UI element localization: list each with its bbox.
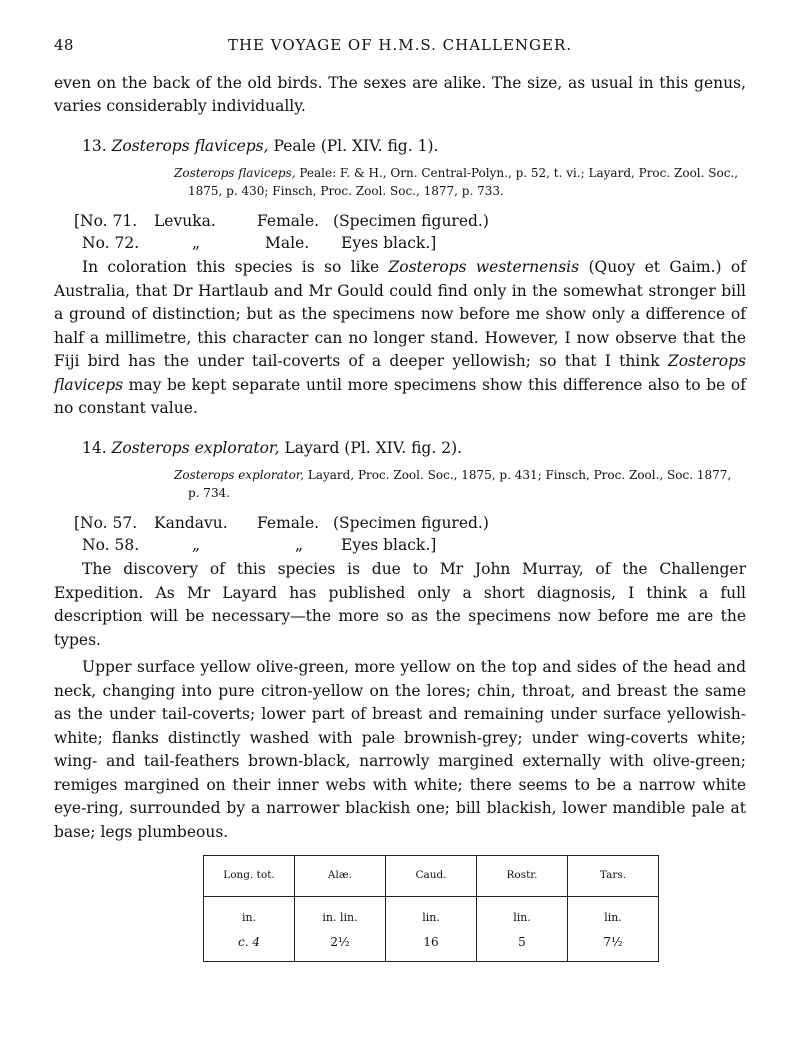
intro-paragraph: even on the back of the old birds. The sexes are alike. The size, as usual in this genus, varies considerably individually. xyxy=(54,73,746,115)
species-name: Zosterops flaviceps, xyxy=(111,136,269,155)
description-14-intro: The discovery of this species is due to Mr John Murray, of the Challenger Expedition. As Mr Layard has published only a short diagnosis, I think a full description will be necessary—the more so as the specimens now before me are the types. xyxy=(54,560,746,649)
col-caud: Caud. xyxy=(386,856,477,897)
col-tars: Tars. xyxy=(568,856,659,897)
species-name: Zosterops explorator, xyxy=(111,438,280,457)
running-header xyxy=(54,34,746,58)
running-title: THE VOYAGE OF H.M.S. CHALLENGER. xyxy=(227,36,573,54)
table-values-row: c. 4 2½ 16 5 7½ xyxy=(204,929,659,962)
synonymy-reference-14: Zosterops explorator, Layard, Proc. Zool. Soc., 1875, p. 431; Finsch, Proc. Zool., Soc. 1877, p. 734. xyxy=(174,468,732,500)
description-13: In coloration this species is so like Zosterops westernensis (Quoy et Gaim.) of Australia, that Dr Hartlaub and Mr Gould could find only in the somewhat stronger bill a ground of distinction; but as the specimens now before me show only a difference of half a millimetre, this character can no longer stand. However, I now observe that the Fiji bird has the under tail-coverts of a deeper yellowish; so that I think Zosterops flaviceps may be kept separate until more specimens show this difference also to be of no constant value. xyxy=(54,258,747,417)
specimen-list-13 xyxy=(54,210,746,254)
species-heading-13: 13. Zosterops flaviceps, Peale (Pl. XIV. fig. 1). xyxy=(82,136,439,155)
synonymy-reference-13: Zosterops flaviceps, Peale: F. & H., Orn. Central-Polyn., p. 52, t. vi.; Layard, Proc. Zool. Soc., 1875, p. 430; Finsch, Proc. Zool. Soc., 1877, p. 733. xyxy=(174,166,739,198)
species-heading-14: 14. Zosterops explorator, Layard (Pl. XIV. fig. 2). xyxy=(82,438,463,457)
col-rostr: Rostr. xyxy=(477,856,568,897)
specimen-row: [No. 57. Kandavu. Female. (Specimen figured.) xyxy=(74,514,489,532)
table-header-row xyxy=(204,856,659,897)
specimen-row: [No. 71. Levuka. Female. (Specimen figured.) xyxy=(74,212,489,230)
col-long-tot: Long. tot. xyxy=(204,856,295,897)
description-14-plumage: Upper surface yellow olive-green, more yellow on the top and sides of the head and neck, changing into pure citron-yellow on the lores; chin, throat, and breast the same as the under tail-coverts; lower part of breast and remaining under surface yellowish-white; flanks distinctly washed with pale brownish-grey; under wing-coverts white; wing- and tail-feathers brown-black, narrowly margined externally with olive-green; remiges margined on their inner webs with white; there seems to be a narrow white eye-ring, surrounded by a narrower blackish one; bill blackish, lower mandible pale at base; legs plumbeous. xyxy=(54,658,746,841)
page xyxy=(54,34,746,844)
specimen-list-14 xyxy=(54,512,746,556)
measurements-table xyxy=(203,855,659,962)
table-units-row: in. in. lin. lin. lin. lin. xyxy=(204,897,659,930)
specimen-row: No. 58. „ „ Eyes black.] xyxy=(82,536,437,554)
page-number: 48 xyxy=(54,36,74,54)
col-alae: Alæ. xyxy=(295,856,386,897)
specimen-row: No. 72. „ Male. Eyes black.] xyxy=(82,234,437,252)
